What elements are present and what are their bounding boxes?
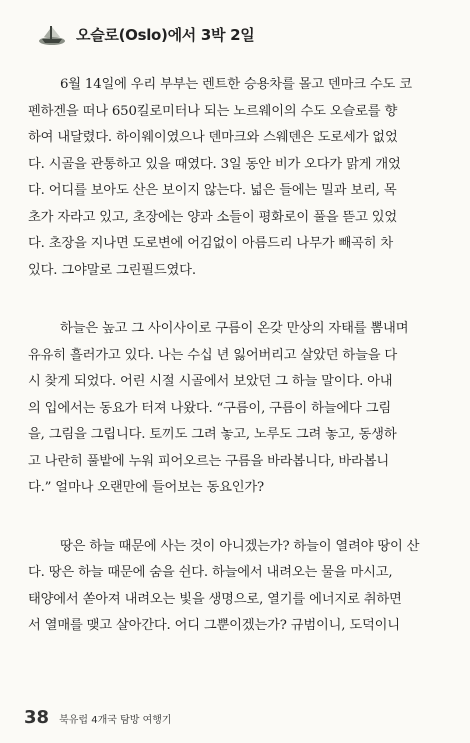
text-line: 을, 그림을 그립니다. 토끼도 그려 놓고, 노루도 그려 놓고, 동생하 [28, 427, 397, 442]
text-line: 유유히 흘러가고 있다. 나는 수십 년 잃어버리고 살았던 하늘을 다 [28, 347, 398, 363]
text-line: 다. 시골을 관통하고 있을 때였다. 3일 동안 비가 오다가 맑게 개었 [28, 156, 401, 172]
book-title: 북유럽 4개국 탐방 여행기 [59, 715, 172, 726]
boat-icon [38, 22, 66, 46]
text-line: 고 나란히 풀밭에 누워 피어오르는 구름을 바라봅니다, 바라봅니 [28, 453, 389, 469]
text-line: 하여 내달렸다. 하이웨이였으나 덴마크와 스웨덴은 도로세가 없었 [28, 130, 398, 145]
paragraph [28, 534, 448, 640]
paragraph [28, 316, 448, 502]
body-text [28, 72, 448, 672]
page-footer [24, 707, 172, 728]
text-line: 땅은 하늘 때문에 사는 것이 아니겠는가? 하늘이 열려야 땅이 산 [60, 538, 420, 554]
text-line: 펜하겐을 떠나 650킬로미터나 되는 노르웨이의 수도 오슬로를 향 [28, 103, 398, 119]
text-line: 의 입에서는 동요가 터져 나왔다. “구름이, 구름이 하늘에다 그림 [28, 400, 391, 416]
text-line: 6월 14일에 우리 부부는 렌트한 승용차를 몰고 덴마크 수도 코 [60, 77, 412, 92]
text-line: 다.” 얼마나 오랜만에 들어보는 동요인가? [28, 480, 264, 495]
text-line: 태양에서 쏟아져 내려오는 빛을 생명으로, 열기를 에너지로 취하면 [28, 591, 402, 607]
text-line: 다. 땅은 하늘 때문에 숨을 쉰다. 하늘에서 내려오는 물을 마시고, [28, 565, 393, 580]
chapter-title: 오슬로(Oslo)에서 3박 2일 [76, 25, 255, 44]
text-line: 초가 자라고 있고, 초장에는 양과 소들이 평화로이 풀을 뜯고 있었 [28, 209, 398, 225]
text-line: 있다. 그야말로 그린필드였다. [28, 262, 196, 278]
text-line: 하늘은 높고 그 사이사이로 구름이 온갖 만상의 자태를 뽐내며 [60, 321, 409, 336]
page-number: 38 [24, 707, 50, 728]
text-line: 시 찾게 되었다. 어린 시절 시골에서 보았던 그 하늘 말이다. 아내 [28, 374, 393, 389]
text-line: 다. 초장을 지나면 도로변에 어김없이 아름드리 나무가 빼곡히 차 [28, 236, 394, 251]
chapter-header [38, 22, 255, 46]
text-line: 서 열매를 맺고 살아간다. 어디 그뿐이겠는가? 규범이니, 도덕이니 [28, 618, 400, 633]
paragraph [28, 72, 448, 284]
text-line: 다. 어디를 보아도 산은 보이지 않는다. 넓은 들에는 밀과 보리, 목 [28, 183, 397, 198]
